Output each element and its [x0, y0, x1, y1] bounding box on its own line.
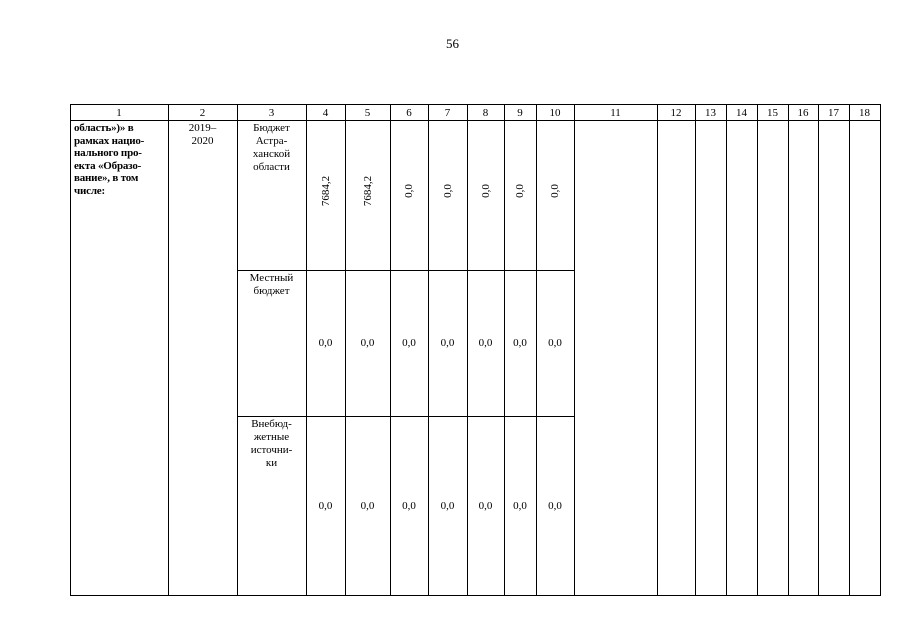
name-text-line: вание», в том	[74, 172, 139, 184]
column-border	[818, 104, 819, 596]
column-header: 1	[116, 107, 122, 119]
column-header: 17	[828, 107, 839, 119]
column-header: 2	[199, 107, 206, 119]
name-text-line: екта «Образо-	[74, 159, 142, 172]
value-cell: 0,0	[479, 184, 492, 198]
column-header: 10	[549, 107, 561, 119]
column-header: 5	[364, 107, 371, 119]
value-cell: 0,0	[318, 500, 333, 512]
column-border	[880, 104, 881, 596]
column-header: 16	[797, 107, 809, 119]
column-border	[70, 104, 71, 596]
value-cell: 7684,2	[361, 175, 374, 207]
column-header: 18	[859, 107, 870, 119]
value-cell: 0,0	[514, 184, 526, 198]
column-border	[428, 104, 429, 596]
funding-source-line: источни-	[250, 444, 293, 456]
funding-source-line: Астра-	[255, 135, 288, 147]
row-divider	[237, 270, 575, 271]
value-cell: 0,0	[513, 500, 527, 512]
period-text-line: 2019–	[188, 122, 217, 134]
column-header: 15	[767, 107, 778, 119]
row-divider	[237, 416, 575, 417]
column-border	[657, 104, 658, 596]
column-border	[345, 104, 346, 596]
name-text-line: область»)» в	[74, 122, 134, 134]
funding-source-line: области	[253, 161, 290, 173]
funding-source-line: жетные	[253, 431, 290, 443]
funding-source-line: Внебюд-	[251, 418, 292, 430]
column-border	[757, 104, 758, 596]
column-border	[788, 104, 789, 596]
column-border	[168, 104, 169, 596]
value-cell: 0,0	[478, 337, 493, 349]
funding-source-line: ки	[265, 457, 278, 469]
value-cell: 0,0	[440, 500, 455, 512]
column-border	[849, 104, 850, 596]
column-border	[695, 104, 696, 596]
value-cell: 0,0	[549, 184, 561, 198]
name-text-line: рамках нацио-	[74, 134, 145, 147]
name-text-line: числе:	[74, 184, 105, 197]
column-border	[237, 104, 238, 596]
header-bottom-border	[70, 120, 881, 121]
column-header: 3	[268, 107, 275, 119]
column-header: 11	[610, 107, 621, 119]
value-cell: 0,0	[318, 337, 333, 349]
column-border	[306, 104, 307, 596]
column-header: 6	[406, 107, 412, 119]
page-number: 56	[446, 36, 459, 51]
column-header: 13	[705, 107, 716, 119]
name-text-line: нального про-	[74, 147, 142, 159]
column-border	[504, 104, 505, 596]
value-cell: 0,0	[440, 337, 455, 349]
funding-source-line: бюджет	[253, 285, 290, 297]
table-bottom-border	[70, 595, 881, 596]
funding-source-line: Местный	[249, 272, 294, 284]
value-cell: 0,0	[548, 500, 562, 512]
table-top-border	[70, 104, 881, 105]
value-cell: 0,0	[402, 337, 416, 349]
column-border	[390, 104, 391, 596]
column-header: 8	[482, 107, 489, 119]
column-header: 12	[670, 107, 682, 119]
value-cell: 0,0	[360, 337, 375, 349]
column-border	[574, 104, 575, 596]
column-border	[467, 104, 468, 596]
column-header: 7	[444, 107, 451, 119]
value-cell: 7684,2	[319, 175, 332, 207]
period-text-line: 2020	[191, 134, 214, 147]
value-cell: 0,0	[403, 184, 415, 198]
value-cell: 0,0	[548, 337, 562, 349]
funding-source-line: ханской	[252, 148, 291, 160]
value-cell: 0,0	[441, 184, 454, 198]
value-cell: 0,0	[402, 500, 416, 512]
column-border	[726, 104, 727, 596]
value-cell: 0,0	[360, 500, 375, 512]
column-header: 4	[322, 107, 329, 119]
value-cell: 0,0	[478, 500, 493, 512]
column-border	[536, 104, 537, 596]
value-cell: 0,0	[513, 337, 527, 349]
funding-source-line: Бюджет	[253, 122, 290, 134]
column-header: 14	[736, 107, 747, 119]
column-header: 9	[517, 107, 523, 119]
